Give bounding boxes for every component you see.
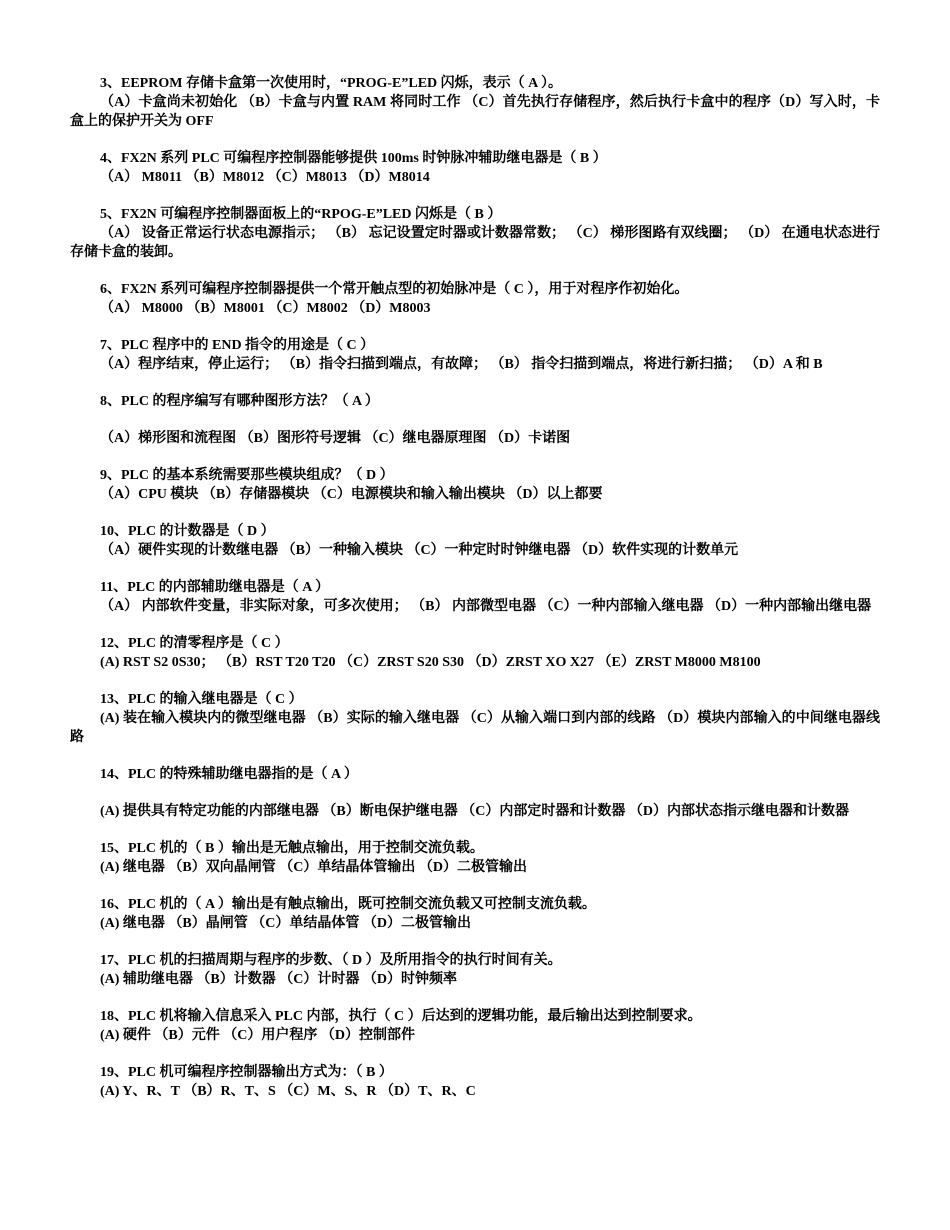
question-options: （A） 设备正常运行状态电源指示； （B） 忘记设置定时器或计数器常数； （C） 梯形图路有双线圈； （D） 在通电状态进行存储卡盒的装卸。 (70, 226, 880, 260)
document-page (70, 74, 880, 1119)
question-options: （A）硬件实现的计数继电器 （B）一种输入模块 （C）一种定时时钟继电器 （D）软件实现的计数单元 (100, 543, 739, 558)
question-stem: 11、PLC 的内部辅助继电器是（ A ） (100, 580, 330, 595)
question-stem: 6、FX2N 系列可编程序控制器提供一个常开触点型的初始脉冲是（ C ），用于对程序作初始化。 (100, 282, 689, 297)
question-options: （A） M8011 （B）M8012 （C）M8013 （D）M8014 (100, 170, 430, 185)
question-options: (A) 提供具有特定功能的内部继电器 （B）断电保护继电器 （C）内部定时器和计数器 （D）内部状态指示继电器和计数器 (100, 804, 849, 819)
question-14 (70, 765, 880, 821)
question-options: （A）CPU 模块 （B）存储器模块 （C）电源模块和输入输出模块 （D）以上都要 (100, 487, 603, 502)
question-stem: 18、PLC 机将输入信息采入 PLC 内部，执行（ C ）后达到的逻辑功能，最后输出达到控制要求。 (100, 1009, 702, 1024)
question-12 (70, 634, 880, 672)
question-stem: 5、FX2N 可编程序控制器面板上的“RPOG-E”LED 闪烁是（ B ） (100, 207, 502, 222)
question-3 (70, 74, 880, 131)
question-18 (70, 1007, 880, 1045)
question-options: (A) 继电器 （B）双向晶闸管 （C）单结晶体管输出 （D）二极管输出 (100, 860, 527, 875)
question-options: （A）梯形图和流程图 （B）图形符号逻辑 （C）继电器原理图 （D）卡诺图 (100, 431, 571, 446)
question-options: (A) 硬件 （B）元件 （C）用户程序 （D）控制部件 (100, 1028, 415, 1043)
question-13 (70, 690, 880, 747)
question-stem: 3、EEPROM 存储卡盒第一次使用时，“PROG-E”LED 闪烁，表示（ A ）。 (100, 76, 563, 91)
question-options: （A） M8000 （B）M8001 （C）M8002 （D）M8003 (100, 301, 431, 316)
question-7 (70, 336, 880, 374)
question-stem: 14、PLC 的特殊辅助继电器指的是（ A ） (100, 767, 358, 782)
question-10 (70, 522, 880, 560)
question-options: (A) Y、R、T （B）R、T、S （C）M、S、R （D）T、R、C (100, 1084, 476, 1099)
question-stem: 7、PLC 程序中的 END 指令的用途是（ C ） (100, 338, 375, 353)
question-11 (70, 578, 880, 616)
question-9 (70, 466, 880, 504)
question-4 (70, 149, 880, 187)
question-options: （A）卡盒尚未初始化 （B）卡盒与内置 RAM 将同时工作 （C）首先执行存储程序，然后执行卡盒中的程序（D）写入时，卡盒上的保护开关为 OFF (70, 95, 880, 129)
question-stem: 4、FX2N 系列 PLC 可编程序控制器能够提供 100ms 时钟脉冲辅助继电器是（ B ） (100, 151, 607, 166)
question-6 (70, 280, 880, 318)
question-stem: 17、PLC 机的扫描周期与程序的步数、（ D ）及所用指令的执行时间有关。 (100, 953, 562, 968)
question-stem: 12、PLC 的清零程序是（ C ） (100, 636, 289, 651)
question-15 (70, 839, 880, 877)
question-19 (70, 1063, 880, 1101)
question-stem: 8、PLC 的程序编写有哪种图形方法？（ A ） (100, 394, 379, 409)
question-options: (A) 辅助继电器 （B）计数器 （C）计时器 （D）时钟频率 (100, 972, 457, 987)
question-stem: 13、PLC 的输入继电器是（ C ） (100, 692, 303, 707)
question-stem: 19、PLC 机可编程序控制器输出方式为：（ B ） (100, 1065, 393, 1080)
question-5 (70, 205, 880, 262)
question-options: （A）程序结束，停止运行； （B）指令扫描到端点，有故障； （B） 指令扫描到端点，将进行新扫描； （D）A 和 B (100, 357, 823, 372)
question-options: (A) 装在输入模块内的微型继电器 （B）实际的输入继电器 （C）从输入端口到内部的线路 （D）模块内部输入的中间继电器线路 (70, 711, 880, 745)
question-stem: 9、PLC 的基本系统需要那些模块组成？（ D ） (100, 468, 394, 483)
question-stem: 15、PLC 机的（ B ）输出是无触点输出，用于控制交流负载。 (100, 841, 484, 856)
question-8 (70, 392, 880, 448)
question-16 (70, 895, 880, 933)
question-options: (A) RST S2 0S30； （B）RST T20 T20 （C）ZRST S20 S30 （D）ZRST XO X27 （E）ZRST M8000 M8100 (100, 655, 761, 670)
question-options: (A) 继电器 （B）晶闸管 （C）单结晶体管 （D）二极管输出 (100, 916, 471, 931)
question-stem: 16、PLC 机的（ A ）输出是有触点输出，既可控制交流负载又可控制支流负载。 (100, 897, 596, 912)
question-stem: 10、PLC 的计数器是（ D ） (100, 524, 275, 539)
question-options: （A） 内部软件变量，非实际对象，可多次使用； （B） 内部微型电器 （C）一种内部输入继电器 （D）一种内部输出继电器 (100, 599, 872, 614)
question-17 (70, 951, 880, 989)
